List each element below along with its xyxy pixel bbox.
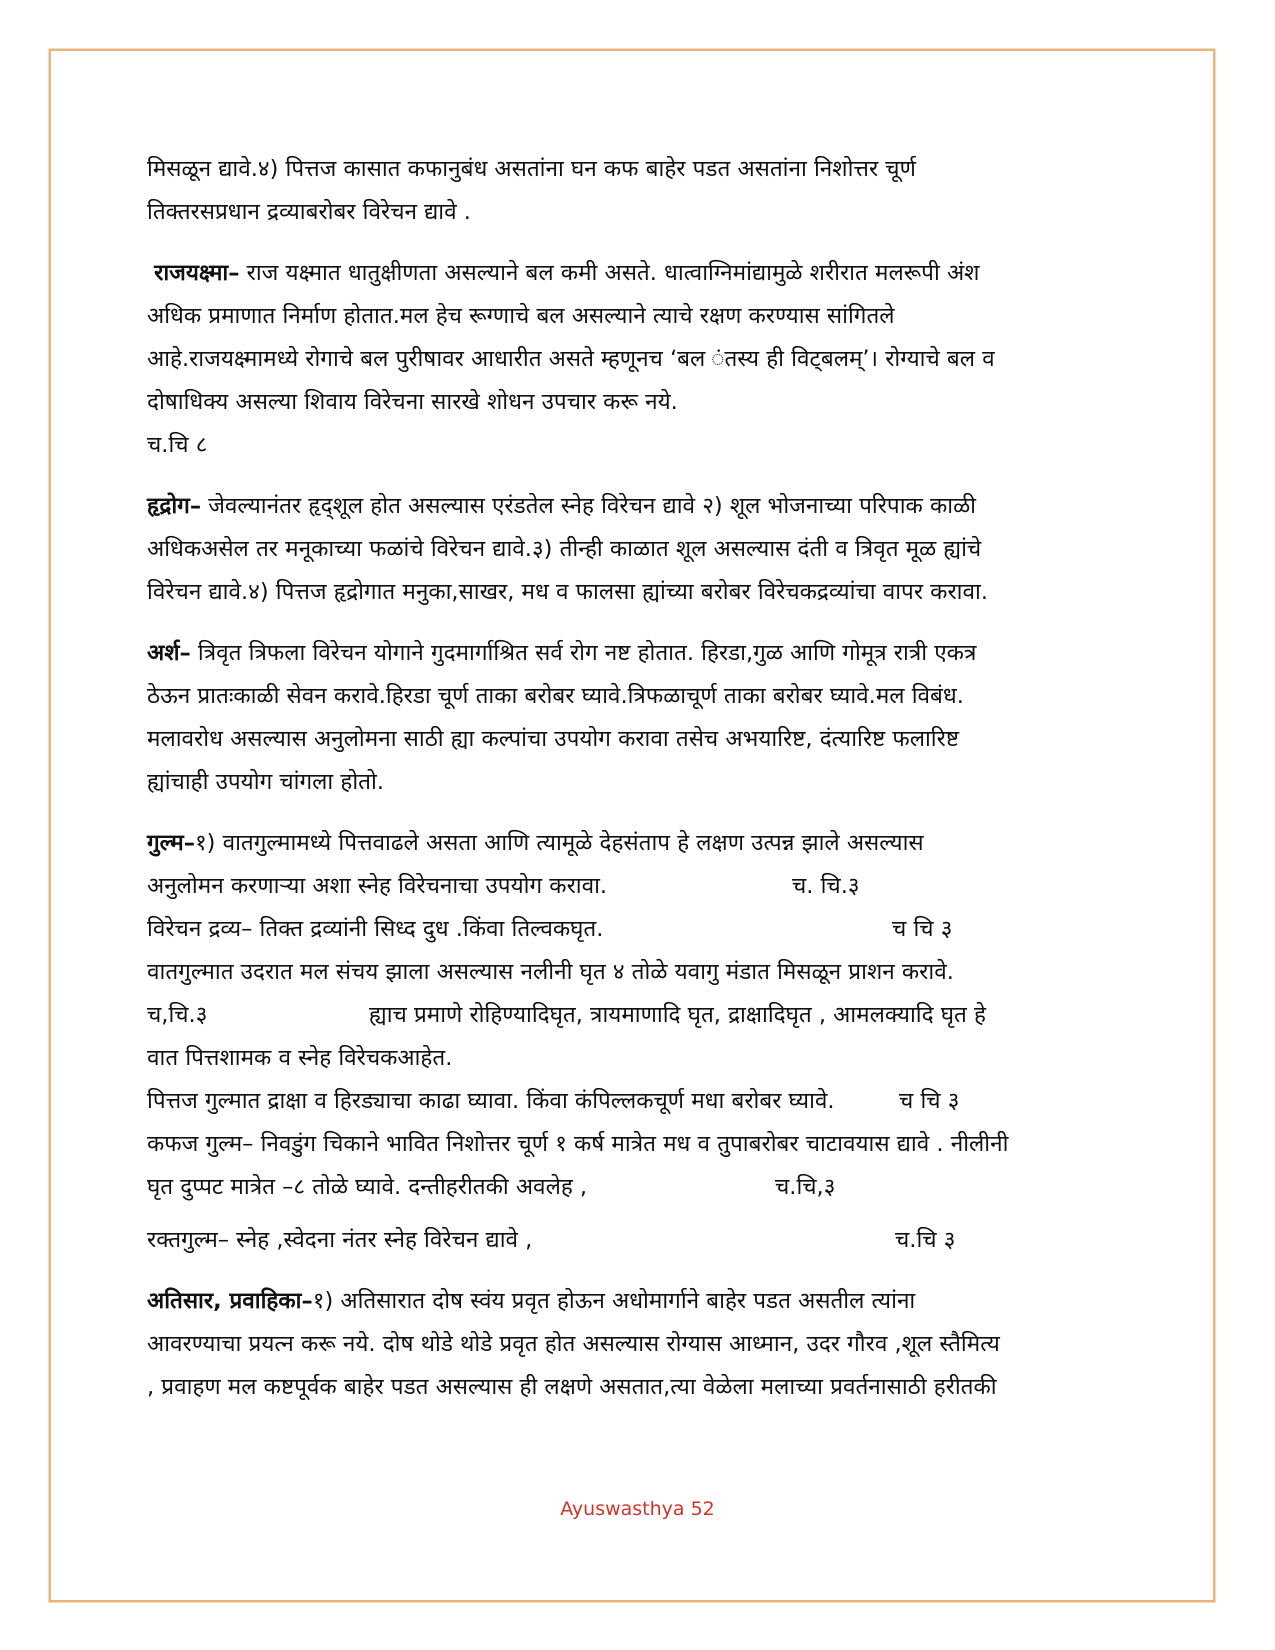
text-span: १) अतिसारात दोष स्वंय प्रवृत होऊन अधोमार्गाने बाहेर पडत असतील त्यांना	[312, 1288, 916, 1314]
text-line: आहे.राजयक्ष्मामध्ये रोगाचे बल पुरीषावर आधारीत असते म्हणूनच ‘बल ंतस्य ही विट्बलम्’। रोग्याचे बल व	[147, 346, 995, 372]
page-footer: Ayuswasthya 52	[560, 1498, 715, 1520]
text-line: ह्यांचाही उपयोग चांगला होतो.	[147, 769, 384, 795]
text-line: आवरण्याचा प्रयत्न करू नये. दोष थोडे थोडे प्रवृत होत असल्यास रोग्यास आध्मान, उदर गौरव ,शूल स्तैमित्य	[147, 1331, 1000, 1357]
reference-text: च,चि.३	[147, 1002, 208, 1028]
text-line	[147, 632, 1127, 675]
section-heading-atisar: अतिसार, प्रवाहिका–	[147, 1288, 313, 1314]
text-span: अनुलोमन करणाऱ्या अशा स्नेह विरेचनाचा उपयोग करावा.	[147, 873, 608, 899]
reference-text: च चि ३	[899, 1088, 960, 1114]
text-line	[147, 822, 1127, 865]
text-line	[147, 865, 1127, 908]
text-span: १) वातगुल्मामध्ये पित्तवाढले असता आणि त्यामूळे देहसंताप हे लक्षण उत्पन्न झाले असल्यास	[194, 830, 924, 856]
text-line: मलावरोध असल्यास अनुलोमना साठी ह्या कल्पांचा उपयोग करावा तसेच अभयारिष्ट, दंत्यारिष्ट फलारिष्ट	[147, 726, 959, 752]
text-line	[147, 485, 1127, 528]
text-line: अधिकअसेल तर मनूकाच्या फळांचे विरेचन द्यावे.३) तीन्ही काळात शूल असल्यास दंती व त्रिवृत मूळ ह्यांचे	[147, 536, 982, 562]
text-line: दोषाधिक्य असल्या शिवाय विरेचना सारखे शोधन उपचार करू नये.	[147, 389, 678, 415]
section-heading-hridrog: हृद्रोग–	[147, 493, 202, 519]
text-line: कफज गुल्म– निवडुंग चिकाने भावित निशोत्तर चूर्ण १ कर्ष मात्रेत मध व तुपाबरोबर चाटावयास द्यावे . नीलीनी	[147, 1131, 1009, 1157]
text-line: मिसळून द्यावे.४) पित्तज कासात कफानुबंध असतांना घन कफ बाहेर पडत असतांना निशोत्तर चूर्ण	[147, 156, 916, 182]
reference-text: च चि ३	[892, 916, 953, 942]
text-line	[147, 252, 1127, 295]
text-span: रक्तगुल्म– स्नेह ,स्वेदना नंतर स्नेह विरेचन द्यावे ,	[147, 1227, 533, 1253]
page-content	[147, 148, 1127, 1409]
reference-text: च.चि ३	[895, 1227, 956, 1253]
text-span: घृत दुप्पट मात्रेत –८ तोळे घ्यावे. दन्तीहरीतकी अवलेह ,	[147, 1174, 588, 1200]
text-line	[147, 1080, 1127, 1123]
text-span: जेवल्यानंतर हृद्शूल होत असल्यास एरंडतेल स्नेह विरेचन द्यावे २) शूल भोजनाच्या परिपाक काळी	[201, 493, 977, 519]
text-line: विरेचन द्यावे.४) पित्तज हृद्रोगात मनुका,साखर, मध व फालसा ह्यांच्या बरोबर विरेचकद्रव्यांचा वापर करावा.	[147, 579, 988, 605]
text-line: वात पित्तशामक व स्नेह विरेचकआहेत.	[147, 1045, 453, 1071]
text-line	[147, 994, 1127, 1037]
section-heading-arsh: अर्श–	[147, 640, 191, 666]
text-line	[147, 1219, 1127, 1262]
section-heading-rajyakshma: राजयक्ष्मा–	[154, 260, 240, 286]
text-line: ठेऊन प्रातःकाळी सेवन करावे.हिरडा चूर्ण ताका बरोबर घ्यावे.त्रिफळाचूर्ण ताका बरोबर घ्यावे.मल विबंध.	[147, 683, 964, 709]
text-line: अधिक प्रमाणात निर्माण होतात.मल हेच रूग्णाचे बल असल्याने त्याचे रक्षण करण्यास सांगितले	[147, 303, 895, 329]
text-line: तिक्तरसप्रधान द्रव्याबरोबर विरेचन द्यावे .	[147, 199, 471, 225]
text-line: वातगुल्मात उदरात मल संचय झाला असल्यास नलीनी घृत ४ तोळे यवागु मंडात मिसळून प्राशन करावे.	[147, 959, 954, 985]
text-span: राज यक्ष्मात धातुक्षीणता असल्याने बल कमी असते. धात्वाग्निमांद्यामुळे शरीरात मलरूपी अंश	[239, 260, 980, 286]
section-heading-gulma: गुल्म–	[147, 830, 195, 856]
text-line	[147, 1280, 1127, 1323]
text-span: ह्याच प्रमाणे रोहिण्यादिघृत, त्रायमाणादि घृत, द्राक्षादिघृत , आमलक्यादि घृत हे	[369, 1002, 986, 1028]
reference-text: च.चि,३	[775, 1174, 836, 1200]
text-line	[147, 1166, 1127, 1209]
reference-text: च.चि ८	[147, 432, 208, 458]
text-span: पित्तज गुल्मात द्राक्षा व हिरड्याचा काढा घ्यावा. किंवा कंपिल्लकचूर्ण मधा बरोबर घ्यावे.	[147, 1088, 835, 1114]
text-line	[147, 908, 1127, 951]
text-line: , प्रवाहण मल कष्टपूर्वक बाहेर पडत असल्यास ही लक्षणे असतात,त्या वेळेला मलाच्या प्रवर्तनासाठी हरीतकी	[147, 1374, 997, 1400]
text-span: त्रिवृत त्रिफला विरेचन योगाने गुदमार्गाश्रित सर्व रोग नष्ट होतात. हिरडा,गुळ आणि गोमूत्र रात्री एकत्र	[190, 640, 977, 666]
reference-text: च. चि.३	[792, 873, 860, 899]
text-span: विरेचन द्रव्य– तिक्त द्रव्यांनी सिध्द दुध .किंवा तिल्वकघृत.	[147, 916, 604, 942]
